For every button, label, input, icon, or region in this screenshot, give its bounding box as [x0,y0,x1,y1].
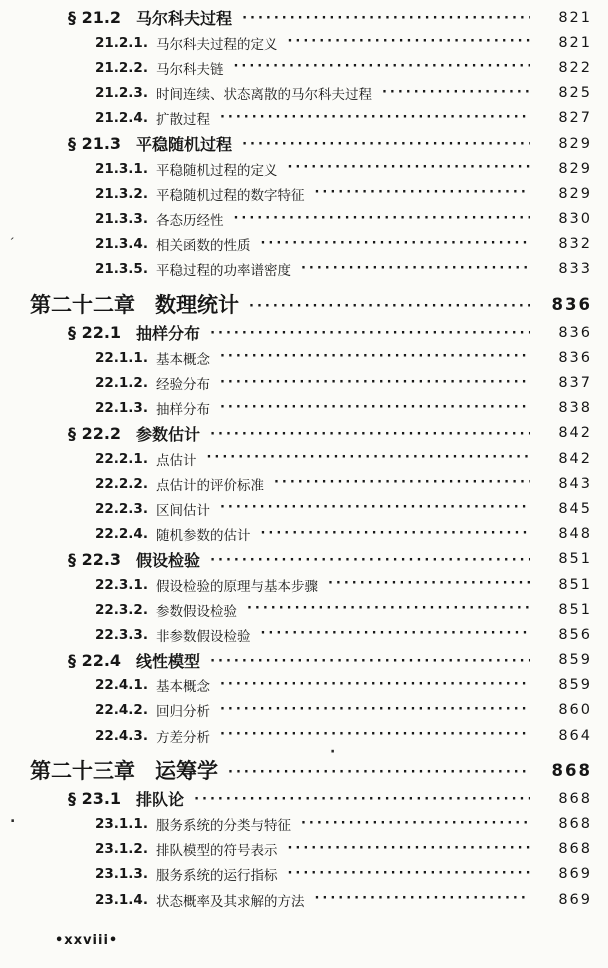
entry-title: 经验分布 [155,377,210,394]
toc-row [0,207,592,232]
dot-leader [242,10,530,25]
dot-leader [301,817,530,832]
dot-leader [220,376,530,391]
toc-row [0,723,592,748]
entry-title: 服务系统的运行指标 [155,868,278,885]
entry-number: § 21.3 [68,134,122,154]
entry-title: 回归分析 [155,704,210,721]
entry-title: 点估计的评价标准 [155,477,264,494]
page-number: 842 [558,425,592,442]
toc-row [0,446,592,471]
entry-title: 马尔科夫过程的定义 [155,36,278,53]
toc-row [0,862,592,887]
entry-title: 排队模型的符号表示 [155,843,278,860]
entry-number: § 22.1 [68,323,122,343]
entry-title: 平稳随机过程 [136,135,233,155]
page-number: 827 [558,110,592,127]
toc-row [0,55,592,80]
entry-number: 21.2.3. [95,85,148,102]
entry-title: 服务系统的分类与特征 [155,818,291,835]
entry-title: 非参数假设检验 [155,628,251,645]
entry-number: 21.3.3. [95,211,148,228]
toc-row [0,698,592,723]
entry-number: 22.2.3. [95,500,148,517]
entry-number: 22.3.3. [95,626,148,643]
toc-row [0,131,592,156]
toc-row [0,471,592,496]
entry-title: 参数假设检验 [155,603,237,620]
dot-leader [210,426,530,441]
page-number: 851 [558,576,592,593]
entry-number: 22.1.1. [95,349,148,366]
entry-number: 21.3.5. [95,261,148,278]
scan-artifact-mark [330,744,335,760]
page-number: 845 [558,500,592,517]
entry-number: 22.4.1. [95,677,148,694]
page-number: 869 [558,866,592,883]
dot-leader [242,136,530,151]
entry-title: 抽样分布 [136,324,201,344]
page-number: 821 [558,9,592,26]
dot-leader [301,262,530,277]
page-number: 829 [558,135,592,152]
toc-row [0,370,592,395]
entry-title: 平稳随机过程的定义 [155,162,278,179]
entry-title: 假设检验的原理与基本步骤 [155,578,318,595]
toc-row [0,320,592,345]
entry-title: 线性模型 [136,651,201,671]
entry-number: 22.4.2. [95,702,148,719]
entry-title: 数理统计 [155,293,239,318]
page-number: 830 [558,211,592,228]
dot-leader [260,237,530,252]
entry-number: 22.2.2. [95,475,148,492]
scan-artifact-mark [10,810,15,826]
entry-title: 基本概念 [155,351,210,368]
toc-row [0,345,592,370]
page-number: 829 [558,160,592,177]
entry-number: 23.1.4. [95,891,148,908]
entry-number: 22.1.2. [95,375,148,392]
entry-number: § 22.2 [68,423,122,443]
page-number: 836 [558,324,592,341]
entry-number: 22.2.4. [95,526,148,543]
toc-row [0,81,592,106]
entry-title: 平稳随机过程的数字特征 [155,187,305,204]
dot-leader [249,297,530,312]
entry-title: 时间连续、状态离散的马尔科夫过程 [155,87,372,104]
entry-number: 21.3.1. [95,160,148,177]
entry-title: 假设检验 [136,550,201,570]
page-number: 864 [558,727,592,744]
dot-leader [274,476,530,491]
entry-title: 状态概率及其求解的方法 [155,893,305,910]
page-number: 860 [558,702,592,719]
page-number: 832 [558,236,592,253]
dot-leader [287,842,530,857]
toc-row [0,30,592,55]
page-number: 822 [558,59,592,76]
entry-title: 平稳过程的功率谱密度 [155,263,291,280]
entry-title: 马尔科夫链 [155,61,224,78]
entry-title: 运筹学 [155,759,218,784]
entry-number: 22.3.2. [95,601,148,618]
entry-number: § 22.3 [68,549,122,569]
dot-leader [220,728,530,743]
dot-leader [228,763,530,778]
entry-number: 22.3.1. [95,576,148,593]
page-number: 843 [558,475,592,492]
toc-row [0,421,592,446]
page-number: 868 [558,816,592,833]
toc-row [0,396,592,421]
dot-leader [210,325,530,340]
dot-leader [328,577,530,592]
toc-list [0,5,592,912]
page-number: 848 [558,526,592,543]
entry-title: 随机参数的估计 [155,528,251,545]
entry-number: 22.2.1. [95,450,148,467]
entry-number: 21.2.1. [95,34,148,51]
dot-leader [314,892,530,907]
toc-row [0,288,592,320]
entry-number: 23.1.3. [95,866,148,883]
dot-leader [220,111,530,126]
page-number: 851 [558,551,592,568]
entry-title: 点估计 [155,452,197,469]
page-number: 838 [558,400,592,417]
entry-title: 扩散过程 [155,112,210,129]
entry-number: 21.2.2. [95,59,148,76]
dot-leader [220,703,530,718]
entry-title: 各态历经性 [155,213,224,230]
page-number: 859 [558,677,592,694]
toc-row [0,648,592,673]
toc-row [0,811,592,836]
entry-title: 马尔科夫过程 [136,9,233,29]
dot-leader [233,212,530,227]
toc-row [0,522,592,547]
entry-title: 相关函数的性质 [155,238,251,255]
entry-number: 23.1.2. [95,841,148,858]
page-number: 851 [558,601,592,618]
entry-title: 排队论 [136,790,185,810]
entry-title: 方差分析 [155,729,210,746]
toc-row [0,232,592,257]
toc-row [0,5,592,30]
page-number: 836 [551,294,592,314]
dot-leader [247,602,530,617]
page-number: 868 [558,841,592,858]
entry-title: 参数估计 [136,424,201,444]
dot-leader [260,527,530,542]
dot-leader [220,350,530,365]
toc-row [0,156,592,181]
entry-number: 21.2.4. [95,110,148,127]
dot-leader [220,401,530,416]
page-number: 825 [558,85,592,102]
page-number: 859 [558,652,592,669]
page-number: 836 [558,349,592,366]
entry-number: 23.1.1. [95,816,148,833]
entry-number: 第二十二章 [30,293,135,318]
page-footer-roman-numeral: •xxviii• [55,933,119,949]
page-number: 842 [558,450,592,467]
entry-title: 基本概念 [155,679,210,696]
toc-row [0,181,592,206]
entry-number: 22.1.3. [95,400,148,417]
dot-leader [210,653,530,668]
dot-leader [382,86,530,101]
toc-row [0,597,592,622]
entry-number: § 22.4 [68,650,122,670]
dot-leader [287,161,530,176]
dot-leader [210,552,530,567]
dot-leader [287,867,530,882]
entry-title: 抽样分布 [155,402,210,419]
dot-leader [220,501,530,516]
page-number: 869 [558,891,592,908]
toc-row [0,106,592,131]
entry-number: 第二十三章 [30,759,135,784]
dot-leader [233,60,530,75]
toc-row [0,673,592,698]
page-number: 833 [558,261,592,278]
dot-leader [206,451,530,466]
entry-number: § 21.2 [68,8,122,28]
toc-row [0,496,592,521]
entry-number: 21.3.2. [95,185,148,202]
page-number: 868 [558,790,592,807]
entry-number: § 23.1 [68,789,122,809]
page-number: 837 [558,375,592,392]
dot-leader [220,678,530,693]
dot-leader [314,186,530,201]
toc-row [0,837,592,862]
toc-row [0,887,592,912]
toc-row [0,257,592,282]
toc-row [0,572,592,597]
page-number: 856 [558,626,592,643]
dot-leader [260,627,530,642]
toc-row [0,547,592,572]
toc-row [0,754,592,786]
dot-leader [287,35,530,50]
dot-leader [194,791,530,806]
entry-title: 区间估计 [155,502,210,519]
toc-row [0,622,592,647]
entry-number: 21.3.4. [95,236,148,253]
page-number: 829 [558,185,592,202]
entry-number: 22.4.3. [95,727,148,744]
page-number: 821 [558,34,592,51]
toc-row [0,786,592,811]
page-number: 868 [551,760,592,780]
